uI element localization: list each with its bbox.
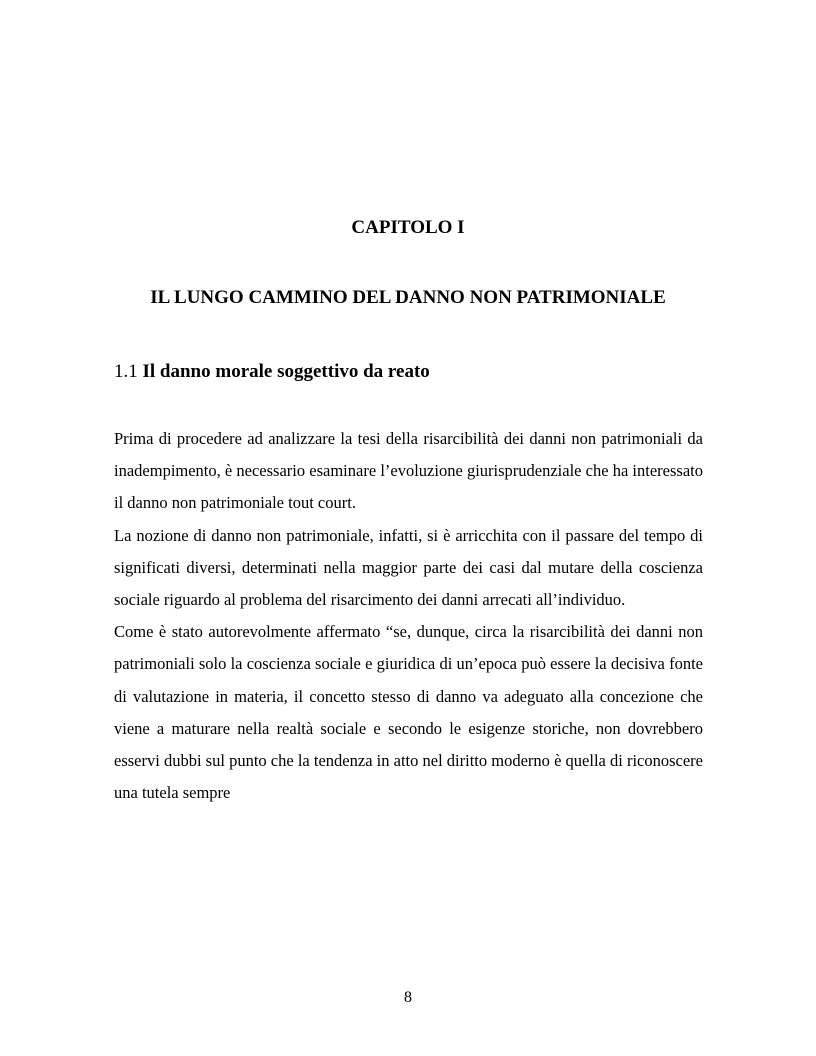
paragraph-2: La nozione di danno non patrimoniale, infatti, si è arricchita con il passare del tempo di significati diversi, determinati nella maggior parte dei casi dal mutare della coscienza sociale riguardo al problema del risarcimento dei danni arrecati all’individuo. — [114, 525, 703, 610]
chapter-label: CAPITOLO I — [351, 217, 465, 238]
paragraph-1: Prima di procedere ad analizzare la tesi della risarcibilità dei danni non patrimoniali da inadempimento, è necessario esaminare l’evoluzione giurisprudenziale che ha interessato il danno non patrimoniale tout court. — [114, 429, 703, 513]
body-text — [114, 423, 703, 809]
page-number: 8 — [404, 989, 412, 1006]
chapter-title: IL LUNGO CAMMINO DEL DANNO NON PATRIMONIALE — [150, 287, 666, 308]
paragraph-3: Come è stato autorevolmente affermato “se, dunque, circa la risarcibilità dei danni non patrimoniali solo la coscienza sociale e giuridica di un’epoca può essere la decisiva fonte di valutazione in materia, il concetto stesso di danno va adeguato alla concezione che viene a maturare nella realtà sociale e secondo le esigenze storiche, non dovrebbero esservi dubbi sul punto che la tendenza in atto nel diritto moderno è quella di riconoscere una tutela sempre — [114, 622, 703, 803]
section-title: Il danno morale soggettivo da reato — [142, 361, 430, 382]
section-heading — [114, 360, 714, 384]
section-number: 1.1 — [114, 361, 138, 382]
